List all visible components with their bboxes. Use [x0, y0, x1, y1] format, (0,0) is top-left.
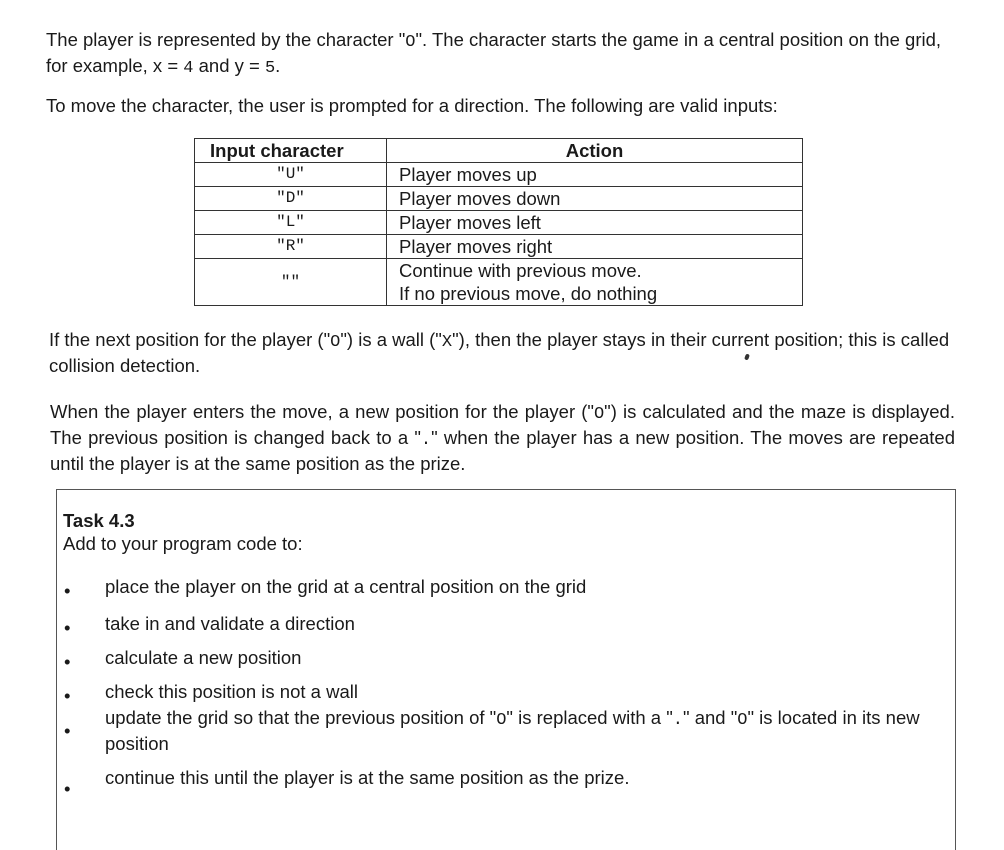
move-text: When the player enters the move, a new position for the player (": [50, 401, 594, 422]
move-paragraph: [50, 400, 955, 475]
task-title: Task 4.3: [63, 510, 135, 531]
bullet-marker: •: [64, 651, 71, 672]
bullet-marker: •: [64, 580, 71, 601]
action-text: Player moves right: [399, 236, 553, 257]
bullet-marker: •: [64, 778, 71, 799]
intro-paragraph: [46, 28, 956, 80]
input-key: "U": [195, 163, 387, 187]
task-item-text: update the grid so that the previous position of ": [105, 707, 497, 728]
input-key: "L": [195, 211, 387, 235]
header-action: Action: [387, 139, 803, 163]
move-text: " when the player has a new position. The moves are repeated until the player is at the same position as the prize.: [50, 427, 955, 474]
intro-text: and y =: [193, 55, 265, 76]
table-row: [195, 259, 803, 306]
task-item: check this position is not a wall: [105, 681, 358, 702]
action-cell: [387, 163, 803, 187]
dot-char: .: [672, 711, 683, 730]
task-item-text: " is located in its new position: [105, 707, 920, 754]
bullet-marker: •: [64, 617, 71, 638]
task-item-text: " and ": [682, 707, 738, 728]
action-cell: [387, 259, 803, 306]
collision-text: If the next position for the player (": [49, 329, 331, 350]
intro-text: The player is represented by the character ": [46, 29, 406, 50]
task-item: continue this until the player is at the same position as the prize.: [105, 767, 630, 788]
input-key: "": [195, 259, 387, 306]
collision-text: "), then the player stays in their current position; this is called collision detection.: [49, 329, 950, 376]
task-item-text: " is replaced with a ": [506, 707, 673, 728]
action-cell: [387, 187, 803, 211]
collision-text: ") is a wall (": [340, 329, 442, 350]
prompt-paragraph: To move the character, the user is prompted for a direction. The following are valid inputs:: [46, 95, 778, 116]
player-char: O: [405, 33, 416, 52]
header-input-character: Input character: [195, 139, 387, 163]
table-row: [195, 187, 803, 211]
task-item: place the player on the grid at a central position on the grid: [105, 576, 587, 597]
y-value: 5: [264, 59, 276, 78]
player-char: O: [593, 405, 605, 424]
table-header-row: [195, 139, 803, 163]
table-row: [195, 211, 803, 235]
player-char: O: [737, 711, 748, 730]
bullet-marker: •: [64, 685, 71, 706]
player-char: O: [496, 711, 507, 730]
action-text: Player moves down: [399, 188, 561, 209]
action-cell: [387, 235, 803, 259]
action-cell: [387, 211, 803, 235]
bullet-marker: •: [64, 720, 71, 741]
table-row: [195, 235, 803, 259]
input-key: "D": [195, 187, 387, 211]
intro-text: .: [275, 55, 281, 76]
task-intro: Add to your program code to:: [63, 533, 303, 554]
wall-char: X: [441, 333, 453, 352]
action-text: Player moves left: [399, 212, 541, 233]
intro-text: ". The character starts the game in a central position on the grid, for example, x =: [46, 29, 942, 76]
action-text: Continue with previous move.: [399, 260, 642, 281]
input-table: [194, 138, 803, 306]
player-char: O: [330, 333, 341, 352]
move-text: ") is calculated and the maze is displayed. The previous position is changed back to a ": [50, 401, 955, 448]
action-text: If no previous move, do nothing: [399, 283, 658, 304]
x-value: 4: [183, 59, 194, 78]
task-item: calculate a new position: [105, 647, 302, 668]
dot-char: .: [420, 431, 432, 450]
collision-paragraph: [49, 328, 954, 377]
table-row: [195, 163, 803, 187]
task-item: take in and validate a direction: [105, 613, 355, 634]
action-text: Player moves up: [399, 164, 537, 185]
input-key: "R": [195, 235, 387, 259]
